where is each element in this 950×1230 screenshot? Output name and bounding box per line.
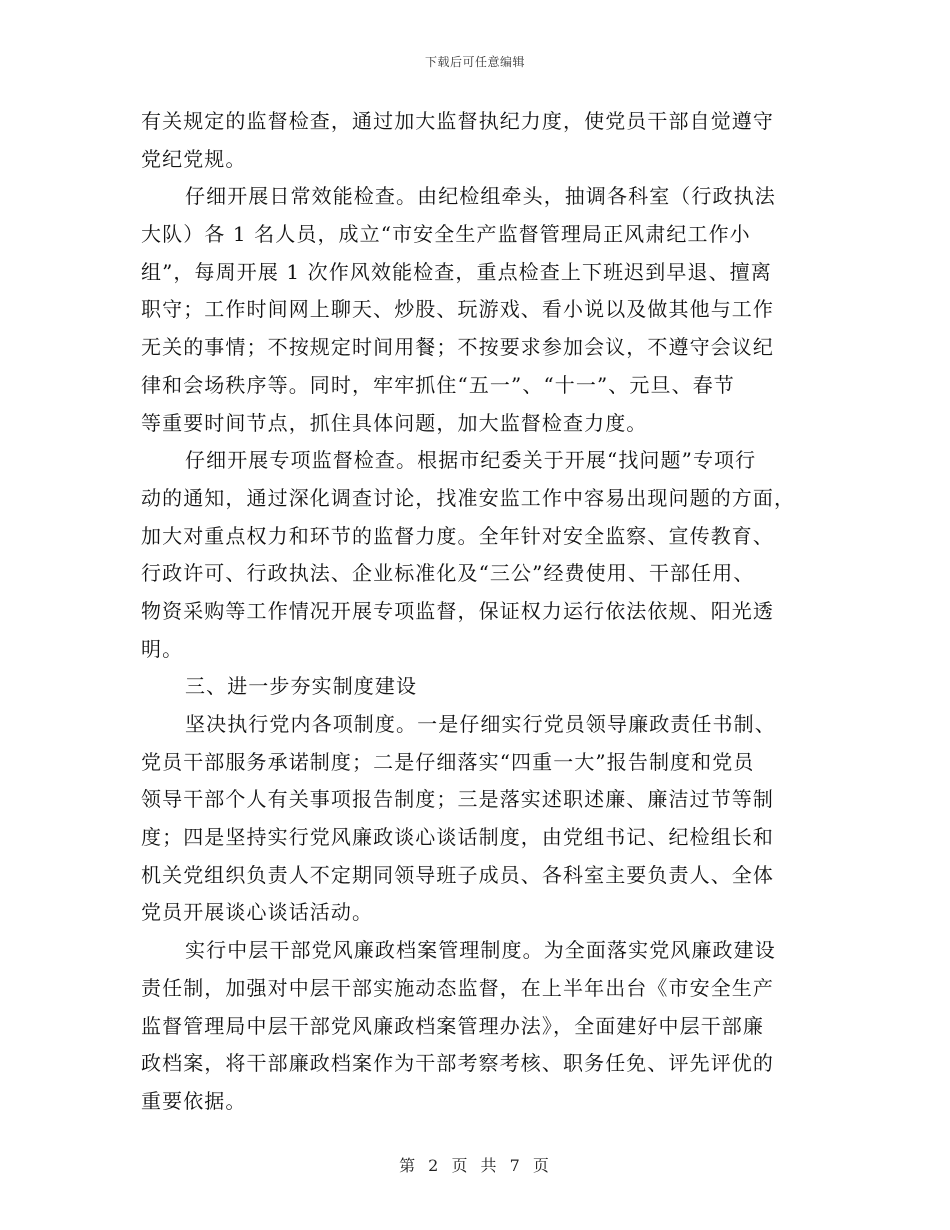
text-line: 职守；工作时间网上聊天、炒股、玩游戏、看小说以及做其他与工作 [141, 297, 774, 322]
text-line: 坚决执行党内各项制度。一是仔细实行党员领导廉政责任书制、 [185, 712, 776, 736]
page-number: 第 2 页 共 7 页 [399, 1156, 551, 1175]
text-line: 政档案，将干部廉政档案作为干部考察考核、职务任免、评先评优的 [141, 1051, 774, 1076]
text-line: 机关党组织负责人不定期同领导班子成员、各科室主要负责人、全体 [141, 862, 774, 887]
text-line: 实行中层干部党风廉政档案管理制度。为全面落实党风廉政建设 [185, 938, 776, 963]
text-line: 明。 [141, 636, 184, 661]
text-line: 责任制，加强对中层干部实施动态监督，在上半年出台《市安全生产 [141, 975, 774, 1000]
text-line: 等重要时间节点，抓住具体问题，加大监督检查力度。 [141, 410, 648, 435]
text-line: 度；四是坚持实行党风廉政谈心谈话制度，由党组书记、纪检组长和 [141, 825, 774, 850]
text-line: 三、进一步夯实制度建设 [185, 674, 418, 699]
text-line: 大队）各 1 名人员，成立“市安全生产监督管理局正风肃纪工作小 [141, 222, 751, 247]
text-line: 领导干部个人有关事项报告制度；三是落实述职述廉、廉洁过节等制 [141, 787, 774, 812]
text-line: 党纪党规。 [141, 146, 247, 171]
text-line: 组”，每周开展 1 次作风效能检查，重点检查上下班迟到早退、擅离 [141, 259, 772, 284]
text-line: 仔细开展日常效能检查。由纪检组牵头，抽调各科室（行政执法 [185, 184, 776, 209]
text-line: 有关规定的监督检查，通过加大监督执纪力度，使党员干部自觉遵守 [141, 109, 774, 133]
text-line: 行政许可、行政执法、企业标准化及“三公”经费使用、干部任用、 [141, 561, 755, 586]
text-line: 律和会场秩序等。同时，牢牢抓住“五一”、“十一”、元旦、春节 [141, 372, 735, 397]
text-line: 加大对重点权力和环节的监督力度。全年针对安全监察、宣传教育、 [141, 523, 774, 548]
text-line: 物资采购等工作情况开展专项监督，保证权力运行依法依规、阳光透 [141, 598, 774, 623]
page-header-note: 下载后可任意编辑 [424, 55, 525, 69]
text-line: 党员开展谈心谈话活动。 [141, 900, 374, 925]
text-line: 仔细开展专项监督检查。根据市纪委关于开展“找问题”专项行 [185, 448, 757, 473]
text-line: 无关的事情；不按规定时间用餐；不按要求参加会议，不遵守会议纪 [141, 335, 774, 360]
text-line: 党员干部服务承诺制度；二是仔细落实“四重一大”报告制度和党员 [141, 749, 755, 774]
text-line: 监督管理局中层干部党风廉政档案管理办法》，全面建好中层干部廉 [141, 1013, 764, 1038]
text-line: 重要依据。 [141, 1088, 247, 1113]
document-body [141, 103, 813, 1121]
text-line: 动的通知，通过深化调查讨论，找准安监工作中容易出现问题的方面， [141, 485, 796, 510]
